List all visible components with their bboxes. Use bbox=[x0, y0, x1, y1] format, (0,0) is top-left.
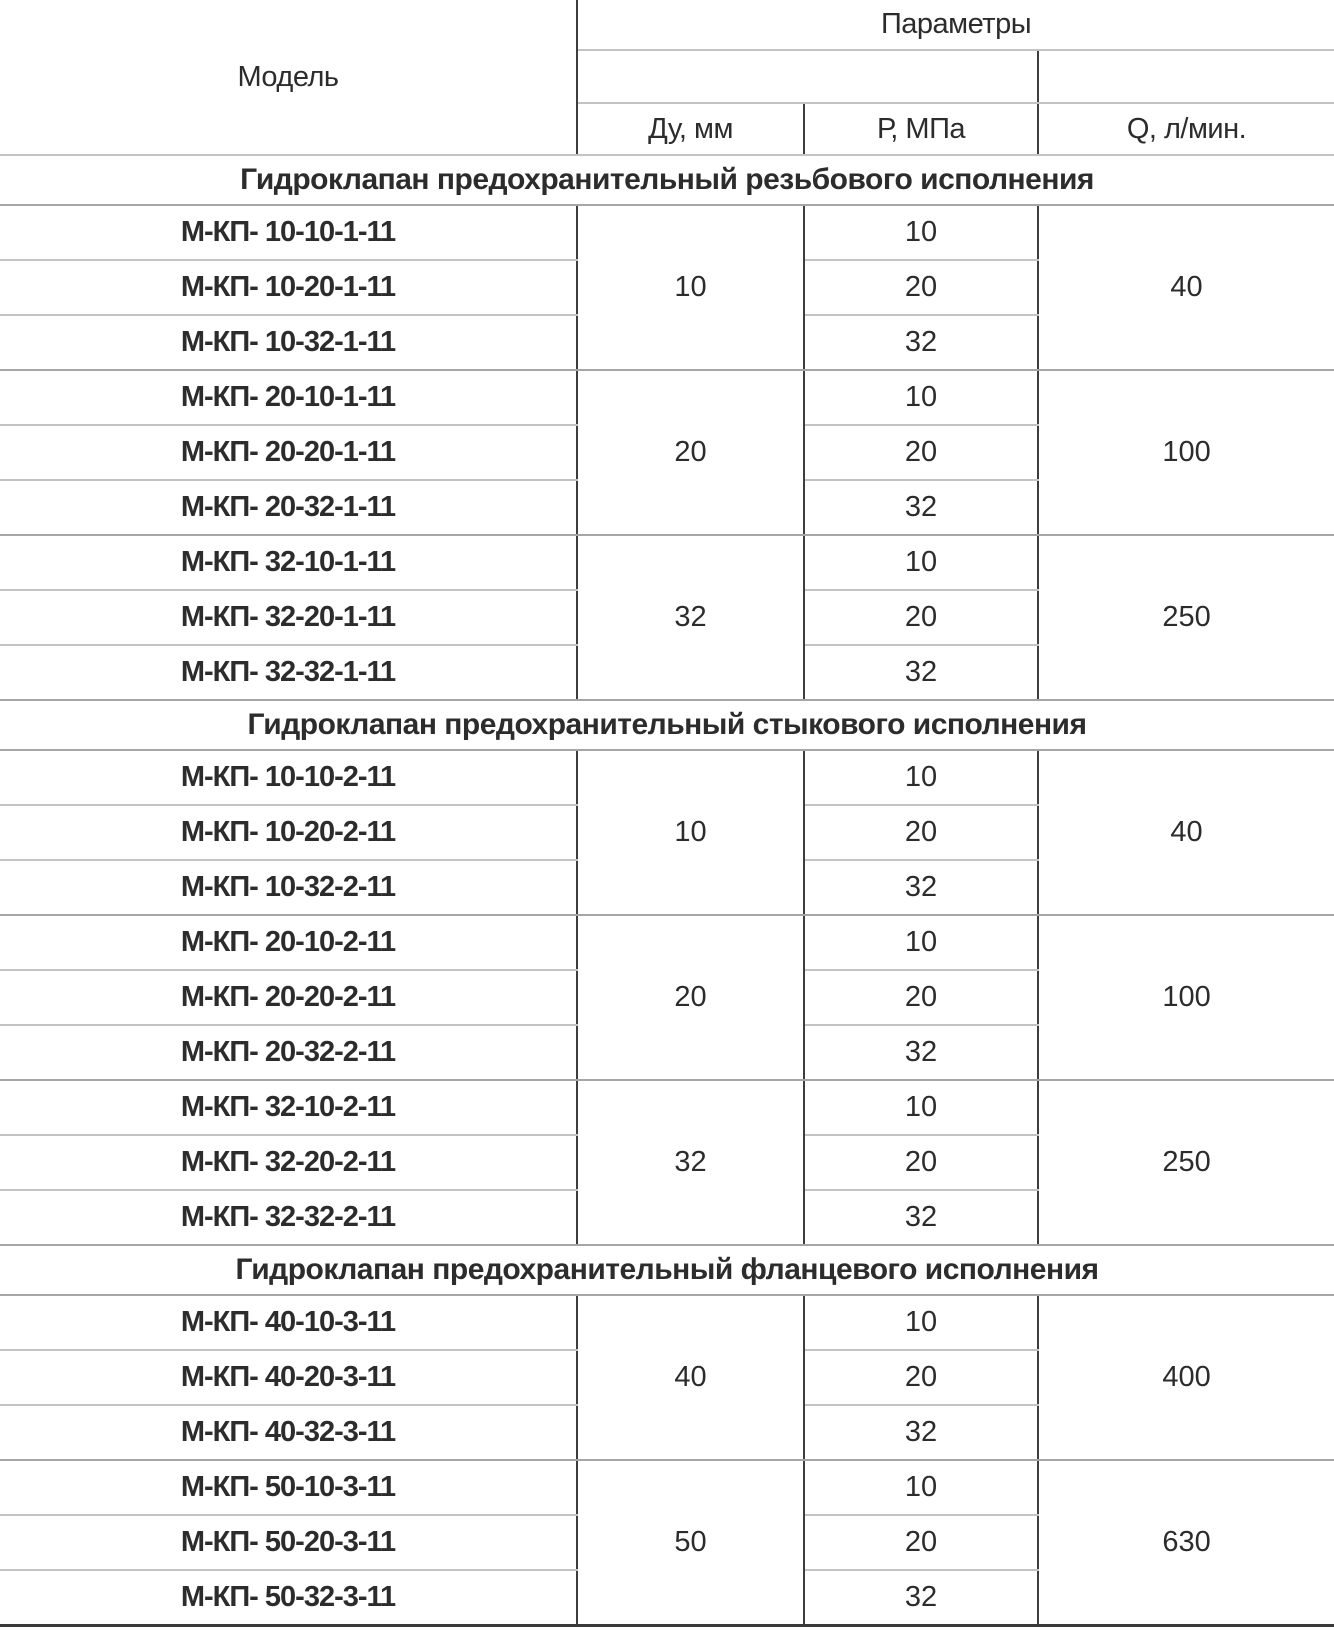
p-value-cell: 10 bbox=[804, 1460, 1038, 1515]
du-value-cell: 20 bbox=[577, 915, 804, 1080]
model-cell: М-КП- 32-20-1-11 bbox=[0, 590, 577, 645]
p-value-cell: 10 bbox=[804, 370, 1038, 425]
p-value-cell: 10 bbox=[804, 915, 1038, 970]
du-value-cell: 40 bbox=[577, 1295, 804, 1460]
p-value-cell: 20 bbox=[804, 805, 1038, 860]
p-value-cell: 20 bbox=[804, 1135, 1038, 1190]
header-spacer-left bbox=[577, 50, 1038, 103]
model-cell: М-КП- 50-20-3-11 bbox=[0, 1515, 577, 1570]
model-column-header: Модель bbox=[0, 0, 577, 155]
model-cell: М-КП- 50-32-3-11 bbox=[0, 1570, 577, 1625]
model-cell: М-КП- 10-32-1-11 bbox=[0, 315, 577, 370]
p-value-cell: 10 bbox=[804, 750, 1038, 805]
params-header: Параметры bbox=[577, 0, 1334, 50]
section-title: Гидроклапан предохранительный стыкового исполнения bbox=[0, 700, 1334, 750]
model-cell: М-КП- 32-10-2-11 bbox=[0, 1080, 577, 1135]
column-header-p: Р, МПа bbox=[804, 103, 1038, 155]
p-value-cell: 32 bbox=[804, 315, 1038, 370]
model-cell: М-КП- 10-20-2-11 bbox=[0, 805, 577, 860]
q-value-cell: 40 bbox=[1038, 750, 1334, 915]
model-cell: М-КП- 10-10-1-11 bbox=[0, 205, 577, 260]
model-cell: М-КП- 32-32-2-11 bbox=[0, 1190, 577, 1245]
model-cell: М-КП- 32-20-2-11 bbox=[0, 1135, 577, 1190]
model-cell: М-КП- 50-10-3-11 bbox=[0, 1460, 577, 1515]
p-value-cell: 20 bbox=[804, 425, 1038, 480]
p-value-cell: 32 bbox=[804, 1190, 1038, 1245]
q-value-cell: 40 bbox=[1038, 205, 1334, 370]
p-value-cell: 20 bbox=[804, 590, 1038, 645]
q-value-cell: 250 bbox=[1038, 1080, 1334, 1245]
p-value-cell: 20 bbox=[804, 1515, 1038, 1570]
column-header-q: Q, л/мин. bbox=[1038, 103, 1334, 155]
model-cell: М-КП- 40-10-3-11 bbox=[0, 1295, 577, 1350]
p-value-cell: 20 bbox=[804, 1350, 1038, 1405]
model-cell: М-КП- 20-10-2-11 bbox=[0, 915, 577, 970]
model-cell: М-КП- 10-32-2-11 bbox=[0, 860, 577, 915]
model-cell: М-КП- 10-20-1-11 bbox=[0, 260, 577, 315]
model-cell: М-КП- 20-32-1-11 bbox=[0, 480, 577, 535]
section-title: Гидроклапан предохранительный фланцевого исполнения bbox=[0, 1245, 1334, 1295]
p-value-cell: 10 bbox=[804, 535, 1038, 590]
p-value-cell: 32 bbox=[804, 1405, 1038, 1460]
p-value-cell: 10 bbox=[804, 1295, 1038, 1350]
model-cell: М-КП- 20-10-1-11 bbox=[0, 370, 577, 425]
p-value-cell: 10 bbox=[804, 205, 1038, 260]
q-value-cell: 250 bbox=[1038, 535, 1334, 700]
p-value-cell: 10 bbox=[804, 1080, 1038, 1135]
du-value-cell: 20 bbox=[577, 370, 804, 535]
column-header-du: Ду, мм bbox=[577, 103, 804, 155]
q-value-cell: 400 bbox=[1038, 1295, 1334, 1460]
p-value-cell: 32 bbox=[804, 1025, 1038, 1080]
p-value-cell: 32 bbox=[804, 1570, 1038, 1625]
model-cell: М-КП- 20-20-2-11 bbox=[0, 970, 577, 1025]
section-title: Гидроклапан предохранительный резьбового исполнения bbox=[0, 155, 1334, 205]
p-value-cell: 32 bbox=[804, 480, 1038, 535]
q-value-cell: 630 bbox=[1038, 1460, 1334, 1625]
model-cell: М-КП- 10-10-2-11 bbox=[0, 750, 577, 805]
p-value-cell: 20 bbox=[804, 970, 1038, 1025]
model-cell: М-КП- 20-20-1-11 bbox=[0, 425, 577, 480]
du-value-cell: 10 bbox=[577, 205, 804, 370]
p-value-cell: 32 bbox=[804, 860, 1038, 915]
model-cell: М-КП- 40-20-3-11 bbox=[0, 1350, 577, 1405]
model-cell: М-КП- 40-32-3-11 bbox=[0, 1405, 577, 1460]
q-value-cell: 100 bbox=[1038, 370, 1334, 535]
header-spacer-right bbox=[1038, 50, 1334, 103]
du-value-cell: 10 bbox=[577, 750, 804, 915]
model-cell: М-КП- 20-32-2-11 bbox=[0, 1025, 577, 1080]
du-value-cell: 32 bbox=[577, 1080, 804, 1245]
model-cell: М-КП- 32-10-1-11 bbox=[0, 535, 577, 590]
model-cell: М-КП- 32-32-1-11 bbox=[0, 645, 577, 700]
du-value-cell: 50 bbox=[577, 1460, 804, 1625]
q-value-cell: 100 bbox=[1038, 915, 1334, 1080]
p-value-cell: 20 bbox=[804, 260, 1038, 315]
du-value-cell: 32 bbox=[577, 535, 804, 700]
p-value-cell: 32 bbox=[804, 645, 1038, 700]
